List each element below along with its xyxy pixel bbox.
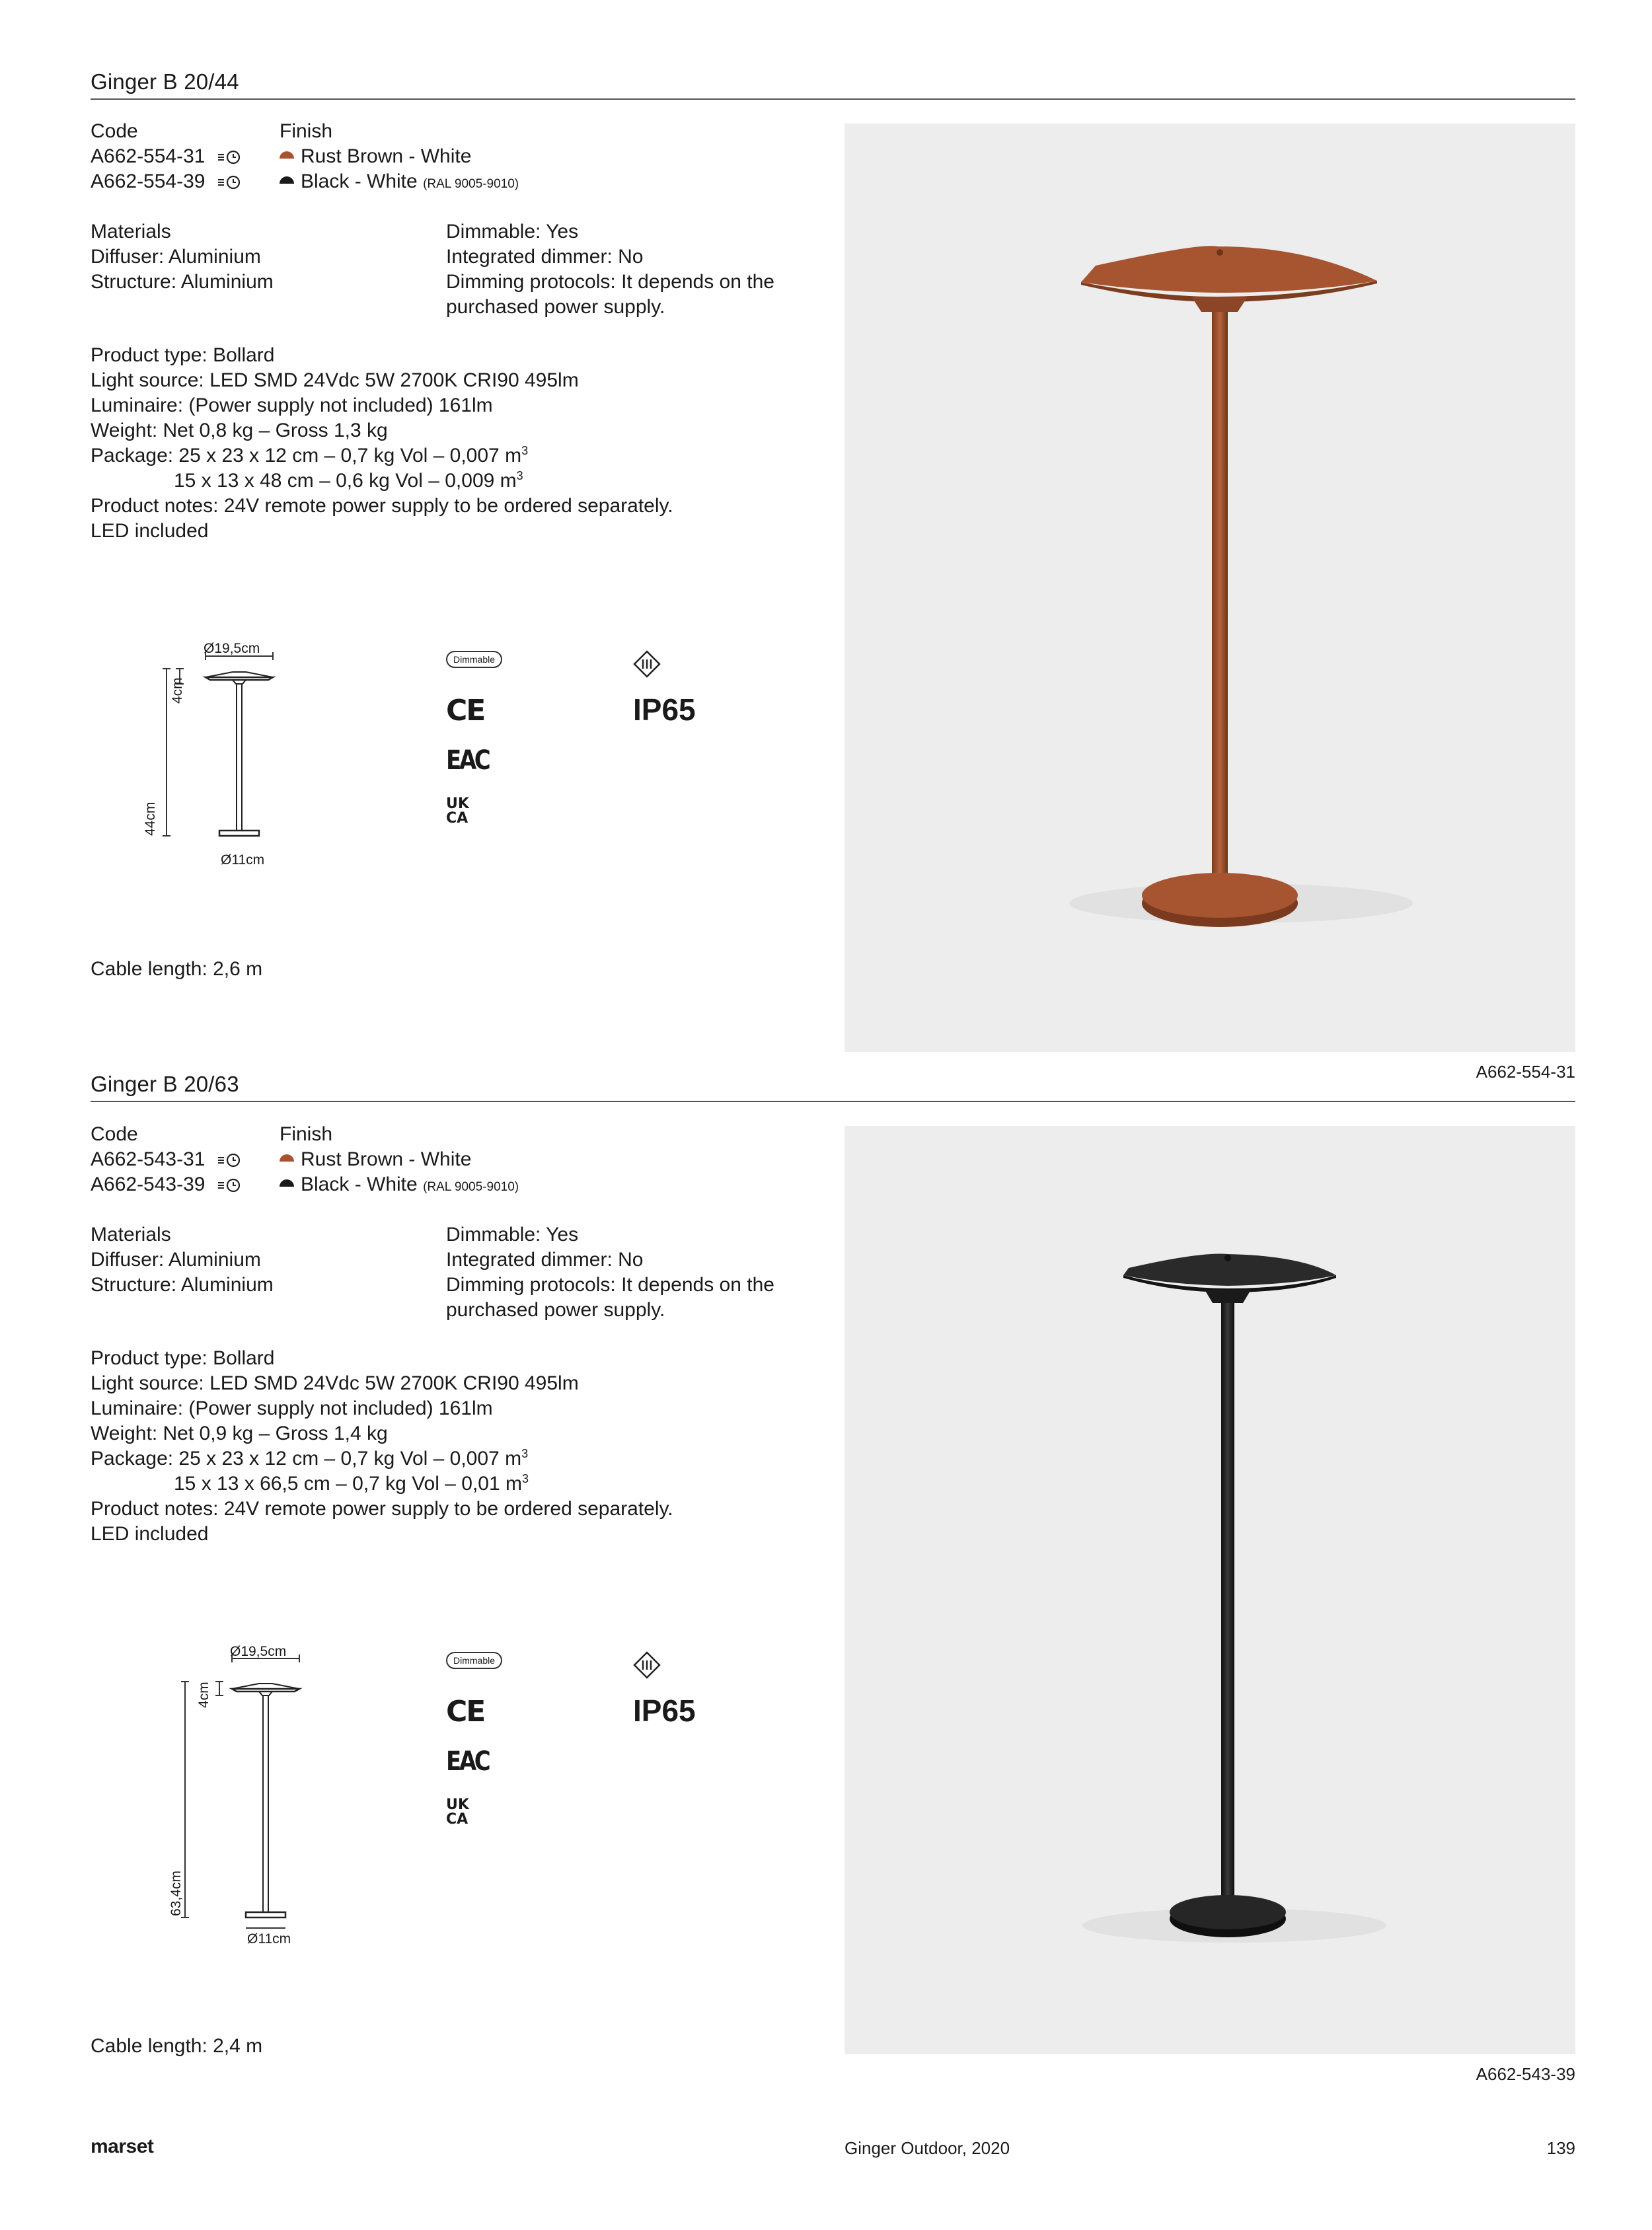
rust-brown-swatch-icon [280, 1154, 294, 1162]
package-1: Package: 25 x 23 x 12 cm – 0,7 kg Vol – 0,007 $m^3$ [91, 444, 529, 466]
dimmable-spec: Dimmable: Yes [446, 1224, 579, 1245]
class-iii-icon [633, 1651, 661, 1679]
weight: Weight: Net 0,8 kg – Gross 1,3 kg [91, 420, 388, 441]
luminaire: Luminaire: (Power supply not included) 161lm [91, 1397, 493, 1419]
class-iii-icon [633, 650, 661, 678]
ukca-mark-bottom: CA [446, 810, 469, 827]
eac-mark: EAC [446, 745, 489, 776]
finish-name: Rust Brown - White [301, 1148, 472, 1170]
integrated-dimmer-spec: Integrated dimmer: No [446, 246, 644, 268]
title-divider [91, 1101, 1575, 1102]
product-code: A662-554-39 [91, 170, 206, 192]
finish-note: (RAL 9005-9010) [423, 1180, 519, 1194]
code-header: Code [91, 120, 138, 142]
power-supply-clock-icon [217, 1177, 241, 1193]
dimension-top-diameter: Ø19,5cm [230, 1644, 287, 1659]
product-code: A662-543-31 [91, 1148, 206, 1170]
catalog-name: Ginger Outdoor, 2020 [845, 2138, 1010, 2158]
structure-material: Structure: Aluminium [91, 1274, 274, 1296]
materials-header: Materials [91, 221, 171, 242]
dimension-drawing [139, 651, 311, 842]
finish-row [280, 169, 519, 197]
cable-length: Cable length: 2,4 m [91, 2035, 263, 2057]
dimension-base-diameter: Ø11cm [247, 1931, 291, 1947]
ukca-mark-top: UK [446, 796, 469, 812]
eac-mark: EAC [446, 1746, 489, 1777]
ip-rating: IP65 [633, 692, 696, 727]
dimming-protocols-spec: Dimming protocols: It depends on the [446, 1274, 774, 1296]
code-row [91, 1147, 241, 1172]
ce-mark: CE [446, 694, 485, 727]
title-divider [91, 98, 1575, 100]
dimension-shade-height: 4cm [170, 677, 185, 704]
light-source: Light source: LED SMD 24Vdc 5W 2700K CRI90 495lm [91, 1372, 579, 1394]
led-included: LED included [91, 520, 209, 542]
photo-caption: A662-543-39 [1476, 2064, 1575, 2084]
package-1: Package: 25 x 23 x 12 cm – 0,7 kg Vol – 0,007 $m^3$ [91, 1447, 529, 1469]
product-code: A662-543-39 [91, 1173, 206, 1195]
dimming-protocols-spec: Dimming protocols: It depends on the [446, 271, 774, 293]
dimension-total-height: 44cm [143, 801, 158, 836]
finish-name: Rust Brown - White [301, 145, 472, 167]
diffuser-material: Diffuser: Aluminium [91, 1249, 261, 1271]
dimming-protocols-spec-cont: purchased power supply. [446, 296, 665, 318]
power-supply-clock-icon [217, 149, 241, 165]
dimming-protocols-spec-cont: purchased power supply. [446, 1299, 665, 1321]
code-row [91, 1172, 241, 1197]
product-photo [845, 1126, 1575, 2054]
product-code: A662-554-31 [91, 145, 206, 167]
dimmable-spec: Dimmable: Yes [446, 221, 579, 242]
led-included: LED included [91, 1523, 209, 1545]
rust-brown-swatch-icon [280, 151, 294, 159]
dimension-top-diameter: Ø19,5cm [204, 641, 260, 656]
product-notes: Product notes: 24V remote power supply to be ordered separately. [91, 1498, 673, 1520]
cable-length: Cable length: 2,6 m [91, 958, 263, 980]
finish-header: Finish [280, 1123, 333, 1145]
black-swatch-icon [280, 176, 294, 184]
photo-caption: A662-554-31 [1476, 1062, 1575, 1082]
package-2: 15 x 13 x 48 cm – 0,6 kg Vol – 0,009 $m^3$ [174, 469, 523, 492]
ukca-mark-top: UK [446, 1797, 469, 1813]
finish-row [280, 144, 471, 169]
product-title: Ginger B 20/44 [91, 69, 239, 94]
ukca-mark-bottom: CA [446, 1811, 469, 1828]
bollard-lamp-rust-icon [845, 124, 1575, 1052]
finish-row [280, 1172, 519, 1200]
dimmable-badge: Dimmable [446, 1652, 502, 1669]
product-title: Ginger B 20/63 [91, 1072, 239, 1096]
ce-mark: CE [446, 1695, 485, 1728]
luminaire: Luminaire: (Power supply not included) 161lm [91, 394, 493, 416]
package-2: 15 x 13 x 66,5 cm – 0,7 kg Vol – 0,01 $m^3$ [174, 1472, 529, 1495]
dimension-total-height: 63,4cm [169, 1871, 184, 1916]
finish-name: Black - White [301, 1173, 418, 1195]
materials-header: Materials [91, 1224, 171, 1245]
product-type: Product type: Bollard [91, 344, 275, 366]
product-type: Product type: Bollard [91, 1347, 275, 1369]
code-header: Code [91, 1123, 138, 1145]
dimmable-badge: Dimmable [446, 651, 502, 668]
power-supply-clock-icon [217, 1152, 241, 1168]
integrated-dimmer-spec: Integrated dimmer: No [446, 1249, 644, 1271]
light-source: Light source: LED SMD 24Vdc 5W 2700K CRI90 495lm [91, 369, 579, 391]
product-photo [845, 124, 1575, 1052]
code-row [91, 144, 241, 169]
power-supply-clock-icon [217, 174, 241, 190]
page-number: 139 [1546, 2138, 1575, 2158]
dimension-drawing [165, 1652, 337, 1936]
product-notes: Product notes: 24V remote power supply to be ordered separately. [91, 495, 673, 517]
finish-name: Black - White [301, 170, 418, 192]
diffuser-material: Diffuser: Aluminium [91, 246, 261, 268]
black-swatch-icon [280, 1179, 294, 1187]
dimension-base-diameter: Ø11cm [221, 852, 265, 868]
code-row [91, 169, 241, 194]
finish-header: Finish [280, 120, 333, 142]
finish-note: (RAL 9005-9010) [423, 177, 519, 191]
finish-row [280, 1147, 471, 1172]
weight: Weight: Net 0,9 kg – Gross 1,4 kg [91, 1423, 388, 1444]
brand-logo: marset [91, 2136, 154, 2157]
ip-rating: IP65 [633, 1693, 696, 1728]
dimension-shade-height: 4cm [196, 1682, 211, 1708]
structure-material: Structure: Aluminium [91, 271, 274, 293]
bollard-lamp-black-icon [845, 1126, 1575, 2054]
